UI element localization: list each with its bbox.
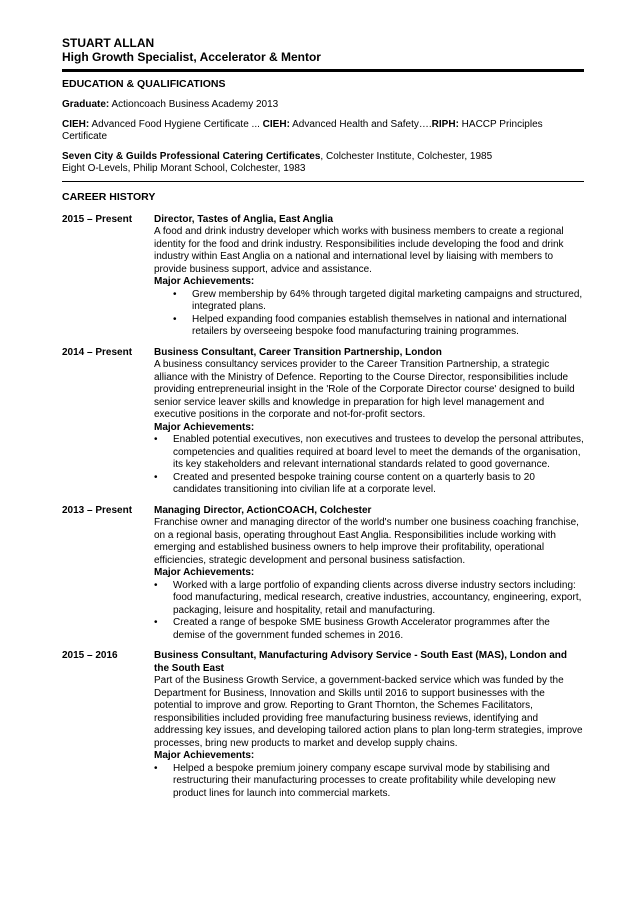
bullet-icon: •: [154, 579, 158, 591]
career-entry-title: Business Consultant, Manufacturing Advisory Service - South East (MAS), London and the South East: [154, 650, 568, 674]
candidate-subtitle: High Growth Specialist, Accelerator & Mentor: [62, 50, 321, 64]
achievement-text: Helped expanding food companies establish themselves in national and international retailers by overseeing bespoke food manufacturing training programmes.: [192, 313, 567, 337]
cieh-text-2: Advanced Health and Safety….: [289, 118, 432, 130]
achievements-list: [154, 434, 584, 497]
education-catering-line: [62, 151, 584, 164]
catering-text: , Colchester Institute, Colchester, 1985: [320, 150, 493, 162]
cieh-label-1: CIEH:: [62, 118, 90, 130]
career-entry-body: [154, 347, 584, 497]
achievement-item: [154, 763, 584, 801]
career-entry-title: Director, Tastes of Anglia, East Anglia: [154, 213, 334, 225]
achievement-item: [154, 472, 584, 497]
career-entry-description: Part of the Business Growth Service, a government-backed service which was funded by the Department for Business, Innovation and Skills until 2016 to support businesses with the potential to improve and grow. Reporting to Grant Thornton, the Schemes Facilitators, responsibilities included providing free manufacturing business reviews, identifying and addressing key issues, and developing tailored action plans to plan long-term strategies, improve processes, bring new products to market and develop supply chains.: [154, 675, 583, 749]
career-entry-date: 2014 – Present: [62, 346, 133, 358]
achievement-item: [154, 289, 584, 314]
achievement-text: Helped a bespoke premium joinery company escape survival mode by stabilising and restructuring their manufacturing processes to create profitability while developing new product lines for launch into commercial markets.: [173, 762, 556, 799]
candidate-name: STUART ALLAN: [62, 36, 155, 50]
major-achievements-label: Major Achievements:: [154, 276, 255, 287]
achievement-text: Created and presented bespoke training course content on a quarterly basis to 20 candidates transitioning into civilian life at a corporate level.: [173, 471, 535, 495]
education-olevels-line: Eight O-Levels, Philip Morant School, Colchester, 1983: [62, 163, 306, 174]
cieh-text-1: Advanced Food Hygiene Certificate ...: [89, 118, 263, 130]
achievement-text: Enabled potential executives, non executives and trustees to develop the personal attributes, competencies and qualities required at board level to meet the demands of the organisation, its key stakeholders and relevant international standards related to good governance.: [173, 434, 584, 470]
major-achievements-label: Major Achievements:: [154, 750, 255, 761]
career-entry-description: A business consultancy services provider to the Career Transition Partnership, a strategic alliance with the Ministry of Defence. Reporting to the Course Director, responsibilities include providing entrepreneurial insight in the 'Role of the Corporate Director course' designed to build senior service leaver skills and knowledge in preparation for high level management and executive positions in the corporate and not-for-profit sectors.: [154, 359, 575, 420]
education-certificates-line: [62, 119, 584, 144]
bullet-icon: •: [173, 313, 177, 325]
catering-label: Seven City & Guilds Professional Catering Certificates: [62, 150, 321, 162]
bullet-icon: •: [154, 617, 158, 628]
career-entry-description: Franchise owner and managing director of the world's number one business coaching franchise, on a regional basis, operating throughout East Anglia. Responsibilities include working with emerging and established business owners to help improve their profitability, operational efficiencies, strategic development and personal business satisfaction.: [154, 517, 579, 566]
bullet-icon: •: [154, 762, 158, 774]
career-entry-description: A food and drink industry developer which works with business members to create a regional identity for the food and drink industry. Responsibilities include developing the food and drink industry within East Anglia on a national and international level by liaising with members to provide business support, advice and assistance.: [154, 226, 564, 275]
career-section-title: CAREER HISTORY: [62, 190, 156, 203]
achievement-text: Grew membership by 64% through targeted digital marketing campaigns and structured, integrated plans.: [192, 288, 583, 312]
career-entry-date: 2015 – 2016: [62, 650, 118, 661]
career-entry: [62, 214, 584, 339]
major-achievements-label: Major Achievements:: [154, 421, 255, 433]
career-entry: [62, 347, 584, 497]
career-entry-body: [154, 505, 584, 643]
graduate-label: Graduate:: [62, 99, 110, 110]
riph-text: HACCP Principles Certificate: [62, 118, 543, 142]
bullet-icon: •: [154, 434, 158, 445]
career-entry-body: [154, 650, 584, 800]
graduate-text: Actioncoach Business Academy 2013: [109, 99, 279, 110]
achievement-text: Created a range of bespoke SME business Growth Accelerator programmes after the demise of the government funded schemes in 2016.: [173, 617, 550, 641]
career-entry: [62, 650, 584, 800]
achievement-item: [154, 617, 584, 642]
achievement-item: [154, 314, 584, 339]
bullet-icon: •: [173, 288, 177, 300]
achievement-text: Worked with a large portfolio of expanding clients across diverse industry sectors including: food manufacturing, medical research, creative industries, accountancy, engineering, export, packaging, leisure and hospitality, retail and manufacturing.: [173, 579, 582, 616]
achievements-list: [154, 763, 584, 801]
career-entry-body: [154, 214, 584, 339]
major-achievements-label: Major Achievements:: [154, 567, 255, 578]
education-section-title: EDUCATION & QUALIFICATIONS: [62, 78, 226, 90]
cieh-label-2: CIEH:: [262, 118, 290, 130]
education-divider: [62, 181, 584, 182]
achievements-list: [154, 580, 584, 643]
education-graduate-line: [62, 99, 584, 112]
achievements-list: [154, 289, 584, 339]
achievement-item: [154, 434, 584, 472]
career-entry-date: 2015 – Present: [62, 213, 133, 225]
bullet-icon: •: [154, 471, 158, 483]
career-entry: [62, 505, 584, 643]
riph-label: RIPH:: [431, 118, 459, 130]
career-history-list: [62, 214, 584, 801]
career-entry-title: Business Consultant, Career Transition Partnership, London: [154, 346, 442, 358]
resume-page: [62, 36, 584, 800]
career-entry-date: 2013 – Present: [62, 504, 133, 516]
career-entry-title: Managing Director, ActionCOACH, Colchester: [154, 504, 372, 516]
achievement-item: [154, 580, 584, 618]
header-divider: [62, 69, 584, 72]
